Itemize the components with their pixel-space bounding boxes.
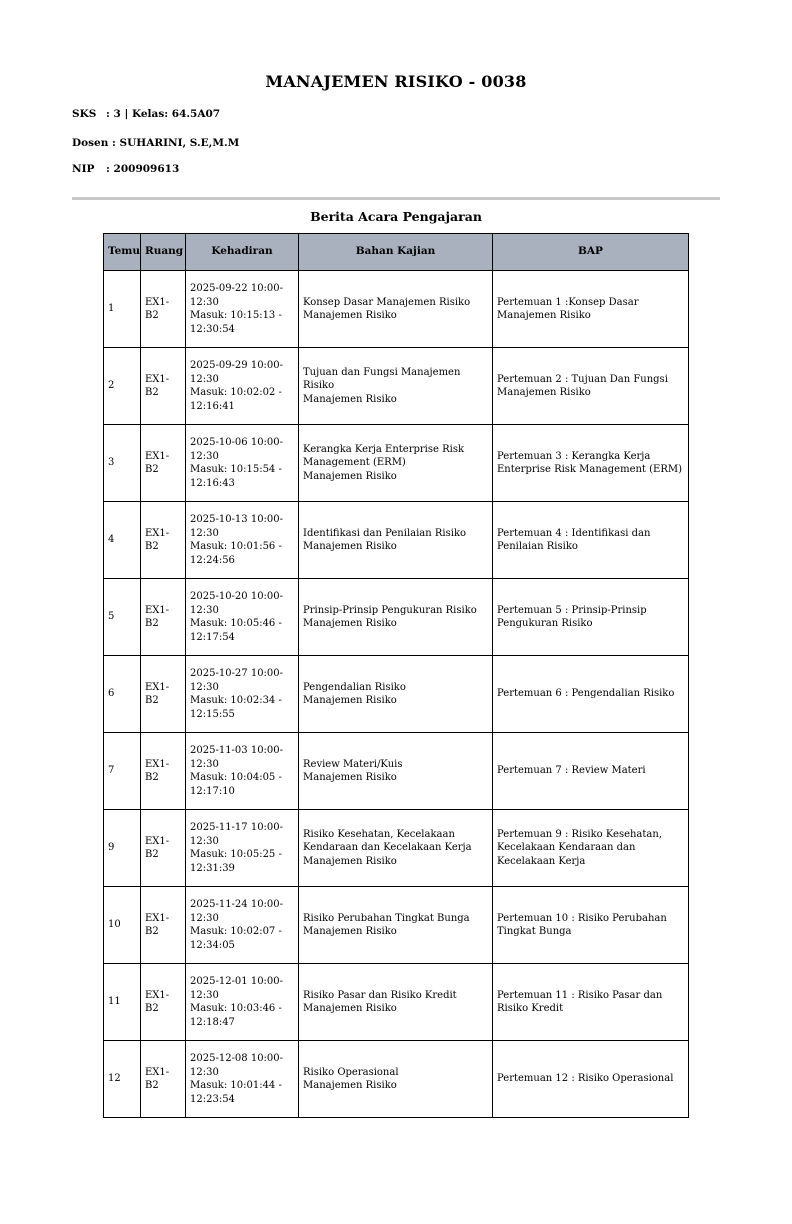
cell-temu: 11	[104, 964, 141, 1041]
kehadiran-jadwal: 2025-12-01 10:00-12:30	[190, 976, 284, 1001]
bahan-kajian-course: Manajemen Risiko	[303, 470, 397, 482]
cell-bahan-kajian	[299, 964, 493, 1041]
dosen-info	[72, 137, 239, 149]
cell-temu: 10	[104, 887, 141, 964]
bahan-kajian-course: Manajemen Risiko	[303, 695, 397, 706]
cell-kehadiran	[186, 271, 299, 348]
bahan-kajian-course: Manajemen Risiko	[303, 541, 397, 552]
cell-bahan-kajian	[299, 502, 493, 579]
kehadiran-masuk: Masuk: 10:05:25 - 12:31:39	[190, 849, 282, 874]
cell-ruang: EX1-B2	[141, 733, 186, 810]
cell-ruang: EX1-B2	[141, 271, 186, 348]
cell-ruang: EX1-B2	[141, 810, 186, 887]
bahan-kajian-course: Manajemen Risiko	[303, 1003, 397, 1014]
cell-temu: 3	[104, 425, 141, 502]
header-bap: BAP	[493, 234, 689, 271]
table-row	[104, 887, 689, 964]
table-header-row	[104, 234, 689, 271]
cell-temu: 1	[104, 271, 141, 348]
bahan-kajian-topic: Identifikasi dan Penilaian Risiko	[303, 527, 467, 539]
table-row	[104, 425, 689, 502]
bahan-kajian-topic: Konsep Dasar Manajemen Risiko	[303, 296, 471, 308]
kehadiran-masuk: Masuk: 10:02:07 - 12:34:05	[190, 926, 282, 951]
cell-ruang: EX1-B2	[141, 348, 186, 425]
sks-value: : 3 | Kelas: 64.5A07	[106, 108, 221, 120]
cell-temu: 4	[104, 502, 141, 579]
bahan-kajian-topic: Risiko Operasional	[303, 1066, 399, 1078]
kehadiran-masuk: Masuk: 10:15:54 - 12:16:43	[190, 464, 282, 489]
bahan-kajian-course: Manajemen Risiko	[303, 393, 397, 405]
header-divider	[72, 197, 720, 200]
cell-kehadiran	[186, 887, 299, 964]
table-row	[104, 579, 689, 656]
cell-temu: 12	[104, 1041, 141, 1118]
cell-bahan-kajian	[299, 656, 493, 733]
dosen-value: : SUHARINI, S.E,M.M	[112, 137, 240, 149]
cell-bap: Pertemuan 1 :Konsep Dasar Manajemen Risiko	[493, 271, 689, 348]
kehadiran-masuk: Masuk: 10:05:46 - 12:17:54	[190, 618, 282, 643]
cell-bap: Pertemuan 11 : Risiko Pasar dan Risiko Kredit	[493, 964, 689, 1041]
kehadiran-jadwal: 2025-11-24 10:00-12:30	[190, 899, 284, 924]
bahan-kajian-course: Manajemen Risiko	[303, 926, 397, 937]
cell-bap: Pertemuan 10 : Risiko Perubahan Tingkat Bunga	[493, 887, 689, 964]
bahan-kajian-topic: Risiko Kesehatan, Kecelakaan Kendaraan dan Kecelakaan Kerja	[303, 828, 472, 854]
table-body	[104, 271, 689, 1118]
cell-ruang: EX1-B2	[141, 1041, 186, 1118]
bahan-kajian-topic: Tujuan dan Fungsi Manajemen Risiko	[303, 366, 461, 392]
kehadiran-jadwal: 2025-11-03 10:00-12:30	[190, 745, 284, 770]
table-row	[104, 348, 689, 425]
cell-kehadiran	[186, 964, 299, 1041]
cell-bahan-kajian	[299, 810, 493, 887]
bahan-kajian-topic: Review Materi/Kuis	[303, 758, 403, 770]
cell-temu: 9	[104, 810, 141, 887]
table-row	[104, 964, 689, 1041]
section-title: Berita Acara Pengajaran	[310, 209, 482, 224]
kehadiran-masuk: Masuk: 10:02:34 - 12:15:55	[190, 695, 282, 720]
bap-table	[103, 233, 689, 1118]
cell-kehadiran	[186, 502, 299, 579]
kehadiran-jadwal: 2025-12-08 10:00-12:30	[190, 1053, 284, 1078]
bahan-kajian-topic: Risiko Perubahan Tingkat Bunga	[303, 912, 470, 924]
bahan-kajian-topic: Prinsip-Prinsip Pengukuran Risiko	[303, 604, 477, 616]
nip-label: NIP	[72, 163, 95, 175]
cell-kehadiran	[186, 425, 299, 502]
nip-info	[72, 163, 179, 175]
header-bahan-kajian: Bahan Kajian	[299, 234, 493, 271]
cell-kehadiran	[186, 579, 299, 656]
table-row	[104, 656, 689, 733]
kehadiran-masuk: Masuk: 10:04:05 - 12:17:10	[190, 772, 282, 797]
bahan-kajian-topic: Pengendalian Risiko	[303, 681, 406, 693]
cell-bahan-kajian	[299, 271, 493, 348]
cell-kehadiran	[186, 810, 299, 887]
dosen-label: Dosen	[72, 137, 109, 149]
cell-bap: Pertemuan 3 : Kerangka Kerja Enterprise Risk Management (ERM)	[493, 425, 689, 502]
cell-temu: 7	[104, 733, 141, 810]
bahan-kajian-course: Manajemen Risiko	[303, 772, 397, 783]
cell-bahan-kajian	[299, 579, 493, 656]
nip-value: : 200909613	[106, 163, 180, 175]
bahan-kajian-course: Manajemen Risiko	[303, 618, 397, 629]
cell-bap: Pertemuan 9 : Risiko Kesehatan, Kecelakaan Kendaraan dan Kecelakaan Kerja	[493, 810, 689, 887]
sks-label: SKS	[72, 108, 97, 120]
kehadiran-jadwal: 2025-11-17 10:00-12:30	[190, 822, 284, 847]
header-kehadiran: Kehadiran	[186, 234, 299, 271]
bahan-kajian-course: Manajemen Risiko	[303, 855, 397, 867]
bahan-kajian-course: Manajemen Risiko	[303, 1080, 397, 1091]
kehadiran-masuk: Masuk: 10:01:44 - 12:23:54	[190, 1080, 282, 1105]
kehadiran-jadwal: 2025-10-06 10:00-12:30	[190, 437, 284, 462]
cell-kehadiran	[186, 656, 299, 733]
cell-ruang: EX1-B2	[141, 656, 186, 733]
table-row	[104, 271, 689, 348]
cell-bap: Pertemuan 7 : Review Materi	[493, 733, 689, 810]
cell-bahan-kajian	[299, 425, 493, 502]
cell-kehadiran	[186, 733, 299, 810]
cell-kehadiran	[186, 348, 299, 425]
kehadiran-jadwal: 2025-09-22 10:00-12:30	[190, 283, 284, 308]
cell-bap: Pertemuan 5 : Prinsip-Prinsip Pengukuran Risiko	[493, 579, 689, 656]
document-title: MANAJEMEN RISIKO - 0038	[265, 72, 527, 91]
kehadiran-jadwal: 2025-10-20 10:00-12:30	[190, 591, 284, 616]
cell-bap: Pertemuan 6 : Pengendalian Risiko	[493, 656, 689, 733]
cell-bahan-kajian	[299, 887, 493, 964]
cell-temu: 6	[104, 656, 141, 733]
table-row	[104, 810, 689, 887]
kehadiran-jadwal: 2025-10-13 10:00-12:30	[190, 514, 284, 539]
sks-info	[72, 108, 220, 120]
cell-bap: Pertemuan 2 : Tujuan Dan Fungsi Manajemen Risiko	[493, 348, 689, 425]
cell-temu: 2	[104, 348, 141, 425]
cell-bap: Pertemuan 4 : Identifikasi dan Penilaian Risiko	[493, 502, 689, 579]
kehadiran-jadwal: 2025-09-29 10:00-12:30	[190, 360, 284, 385]
cell-temu: 5	[104, 579, 141, 656]
cell-bap: Pertemuan 12 : Risiko Operasional	[493, 1041, 689, 1118]
table-row	[104, 733, 689, 810]
cell-ruang: EX1-B2	[141, 579, 186, 656]
cell-bahan-kajian	[299, 733, 493, 810]
kehadiran-masuk: Masuk: 10:01:56 - 12:24:56	[190, 541, 282, 566]
header-ruang: Ruang	[141, 234, 186, 271]
kehadiran-masuk: Masuk: 10:15:13 - 12:30:54	[190, 310, 282, 335]
cell-kehadiran	[186, 1041, 299, 1118]
kehadiran-masuk: Masuk: 10:03:46 - 12:18:47	[190, 1003, 282, 1028]
cell-ruang: EX1-B2	[141, 425, 186, 502]
table-row	[104, 502, 689, 579]
header-temu: Temu	[104, 234, 141, 271]
bahan-kajian-topic: Kerangka Kerja Enterprise Risk Management (ERM)	[303, 443, 465, 469]
cell-ruang: EX1-B2	[141, 964, 186, 1041]
kehadiran-masuk: Masuk: 10:02:02 - 12:16:41	[190, 387, 282, 412]
cell-bahan-kajian	[299, 348, 493, 425]
kehadiran-jadwal: 2025-10-27 10:00-12:30	[190, 668, 284, 693]
cell-bahan-kajian	[299, 1041, 493, 1118]
cell-ruang: EX1-B2	[141, 887, 186, 964]
bahan-kajian-topic: Risiko Pasar dan Risiko Kredit	[303, 989, 457, 1001]
cell-ruang: EX1-B2	[141, 502, 186, 579]
bahan-kajian-course: Manajemen Risiko	[303, 310, 397, 321]
table-row	[104, 1041, 689, 1118]
